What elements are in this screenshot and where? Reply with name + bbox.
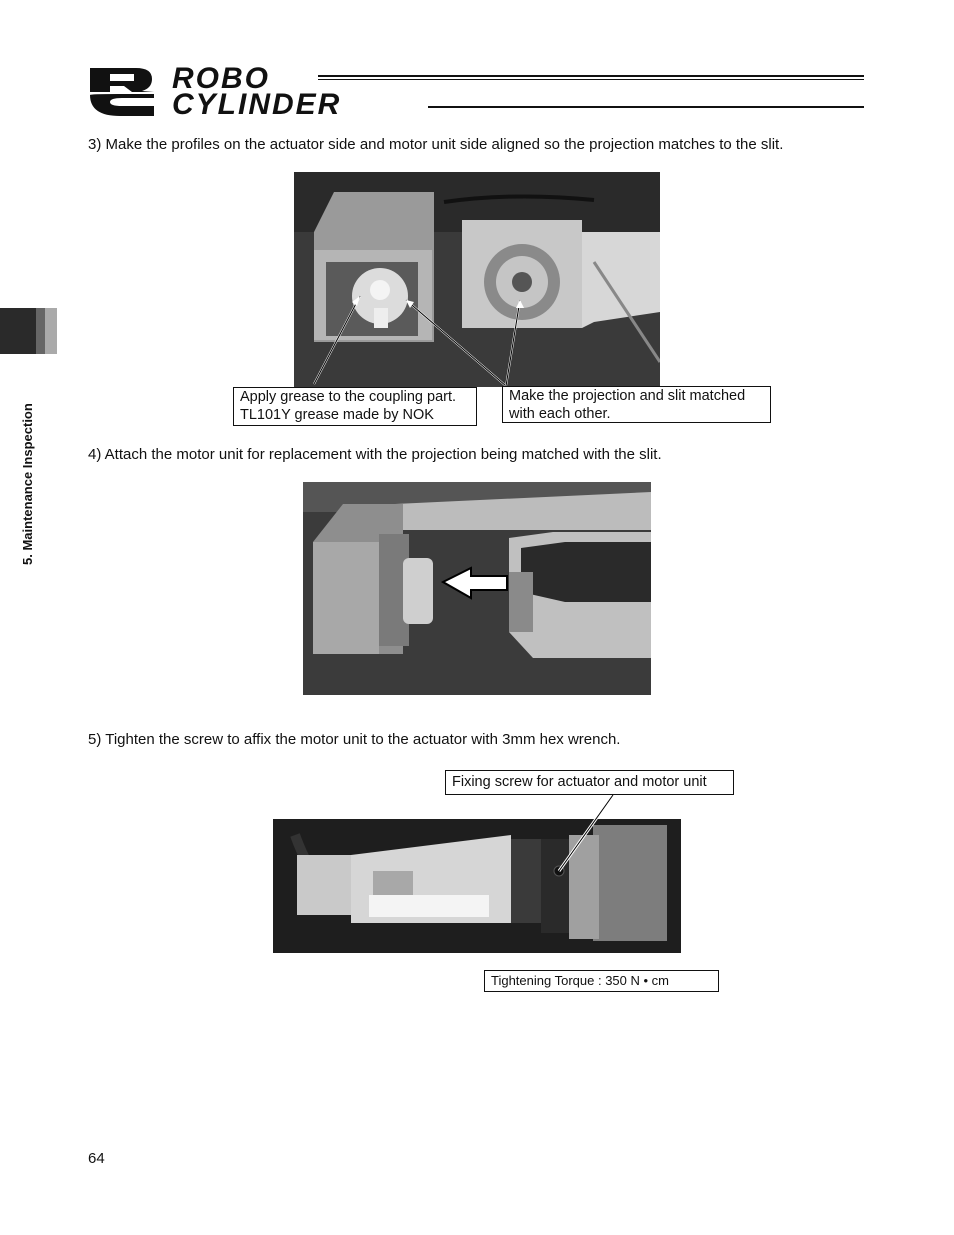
callout-projection-line1: Make the projection and slit matched (509, 388, 746, 404)
chapter-label: 5. Maintenance Inspection (20, 403, 35, 565)
callout-projection (502, 386, 771, 423)
step-4-text: 4) Attach the motor unit for replacement with the projection being matched with the slit. (88, 446, 662, 463)
callout-projection-line2: with each other. (509, 406, 611, 422)
brand-wordmark (172, 62, 342, 121)
callout-fixing-screw-text: Fixing screw for actuator and motor unit (452, 774, 707, 790)
header-rule (318, 75, 864, 77)
callout-grease-line2: TL101Y grease made by NOK (240, 407, 434, 423)
chapter-tab (0, 308, 36, 354)
brand-line-robo: ROBO (172, 62, 270, 95)
step-5-text: 5) Tighten the screw to affix the motor unit to the actuator with 3mm hex wrench. (88, 731, 621, 748)
callout-torque (484, 970, 719, 992)
header-rule-lower (428, 106, 864, 108)
callout-torque-text: Tightening Torque : 350 N • cm (491, 973, 669, 988)
photo-attach-motor-unit (303, 482, 651, 695)
callout-fixing-screw (445, 770, 734, 795)
step-3-text: 3) Make the profiles on the actuator side and motor unit side aligned so the projection matches to the slit. (88, 136, 784, 153)
robo-cylinder-logo-icon (88, 66, 160, 118)
header-rule-thin (318, 79, 864, 80)
chapter-tab-stripe (36, 308, 45, 354)
photo-tighten-screw (273, 795, 681, 953)
callout-grease-line1: Apply grease to the coupling part. (240, 389, 457, 405)
page-number: 64 (88, 1150, 105, 1167)
brand-line-cylinder: CYLINDER (172, 88, 342, 121)
chapter-tab-stripe-light (45, 308, 57, 354)
photo-coupling-profiles (294, 172, 660, 387)
callout-grease (233, 387, 477, 426)
